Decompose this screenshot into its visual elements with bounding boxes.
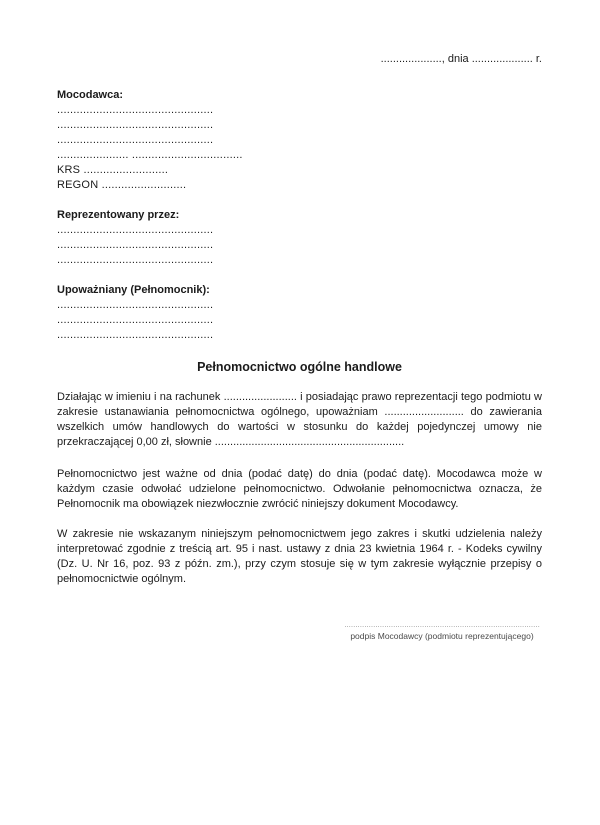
paragraph-validity: Pełnomocnictwo jest ważne od dnia (podać datę) do dnia (podać datę). Mocodawca może w każdym czasie odwołać udzielone pełnomocnictwo. Odwołanie pełnomocnictwa oznacza, że Pełnomocnik ma obowiązek niezwłocznie zwrócić niniejszy dokument Mocodawcy. (57, 468, 542, 510)
principal-fill-line: ................................................ (57, 104, 214, 116)
represented-by-label: Reprezentowany przez: (57, 209, 180, 221)
paragraph-scope: Działając w imieniu i na rachunek ........................ i posiadając prawo reprezentacji tego podmiotu w zakresie ustanawiania pełnomocnictwa ogólnego, upoważniam .......................... do zawierania wszelkich umów handlowych do wartości w stosunku do każdej pojedynczej umowy nie przekraczającej 0,00 zł, słownie .............................................................. (57, 391, 542, 448)
represented-by-fill-line: ................................................ (57, 254, 214, 266)
attorney-fill-line: ................................................ (57, 314, 214, 326)
principal-fill-line: ................................................ (57, 134, 214, 146)
krs-line: KRS .......................... (57, 164, 169, 176)
principal-label: Mocodawca: (57, 89, 124, 101)
attorney-fill-line: ................................................ (57, 299, 214, 311)
principal-fill-line: ...................... .................................. (57, 149, 243, 161)
signature-line: ........................................................................................ (344, 620, 540, 629)
attorney-label: Upoważniany (Pełnomocnik): (57, 284, 210, 296)
date-place-line: ...................., dnia .................... r. (380, 53, 542, 65)
represented-by-fill-line: ................................................ (57, 239, 214, 251)
principal-section (57, 88, 542, 193)
represented-by-fill-line: ................................................ (57, 224, 214, 236)
principal-fill-line: ................................................ (57, 119, 214, 131)
attorney-fill-line: ................................................ (57, 329, 214, 341)
document-title: Pełnomocnictwo ogólne handlowe (197, 360, 402, 374)
attorney-section (57, 283, 542, 343)
signature-caption: podpis Mocodawcy (podmiotu reprezentującego) (350, 631, 534, 641)
signature-block (342, 620, 542, 642)
regon-line: REGON .......................... (57, 179, 187, 191)
paragraph-legal-basis: W zakresie nie wskazanym niniejszym pełnomocnictwem jego zakres i skutki udzielenia należy interpretować zgodnie z treścią art. 95 i nast. ustawy z dnia 23 kwietnia 1964 r. - Kodeks cywilny (Dz. U. Nr 16, poz. 93 z późn. zm.), przy czym stosuje się w tym zakresie wyłącznie przepisy o pełnomocnictwie ogólnym. (57, 528, 542, 585)
represented-by-section (57, 208, 542, 268)
